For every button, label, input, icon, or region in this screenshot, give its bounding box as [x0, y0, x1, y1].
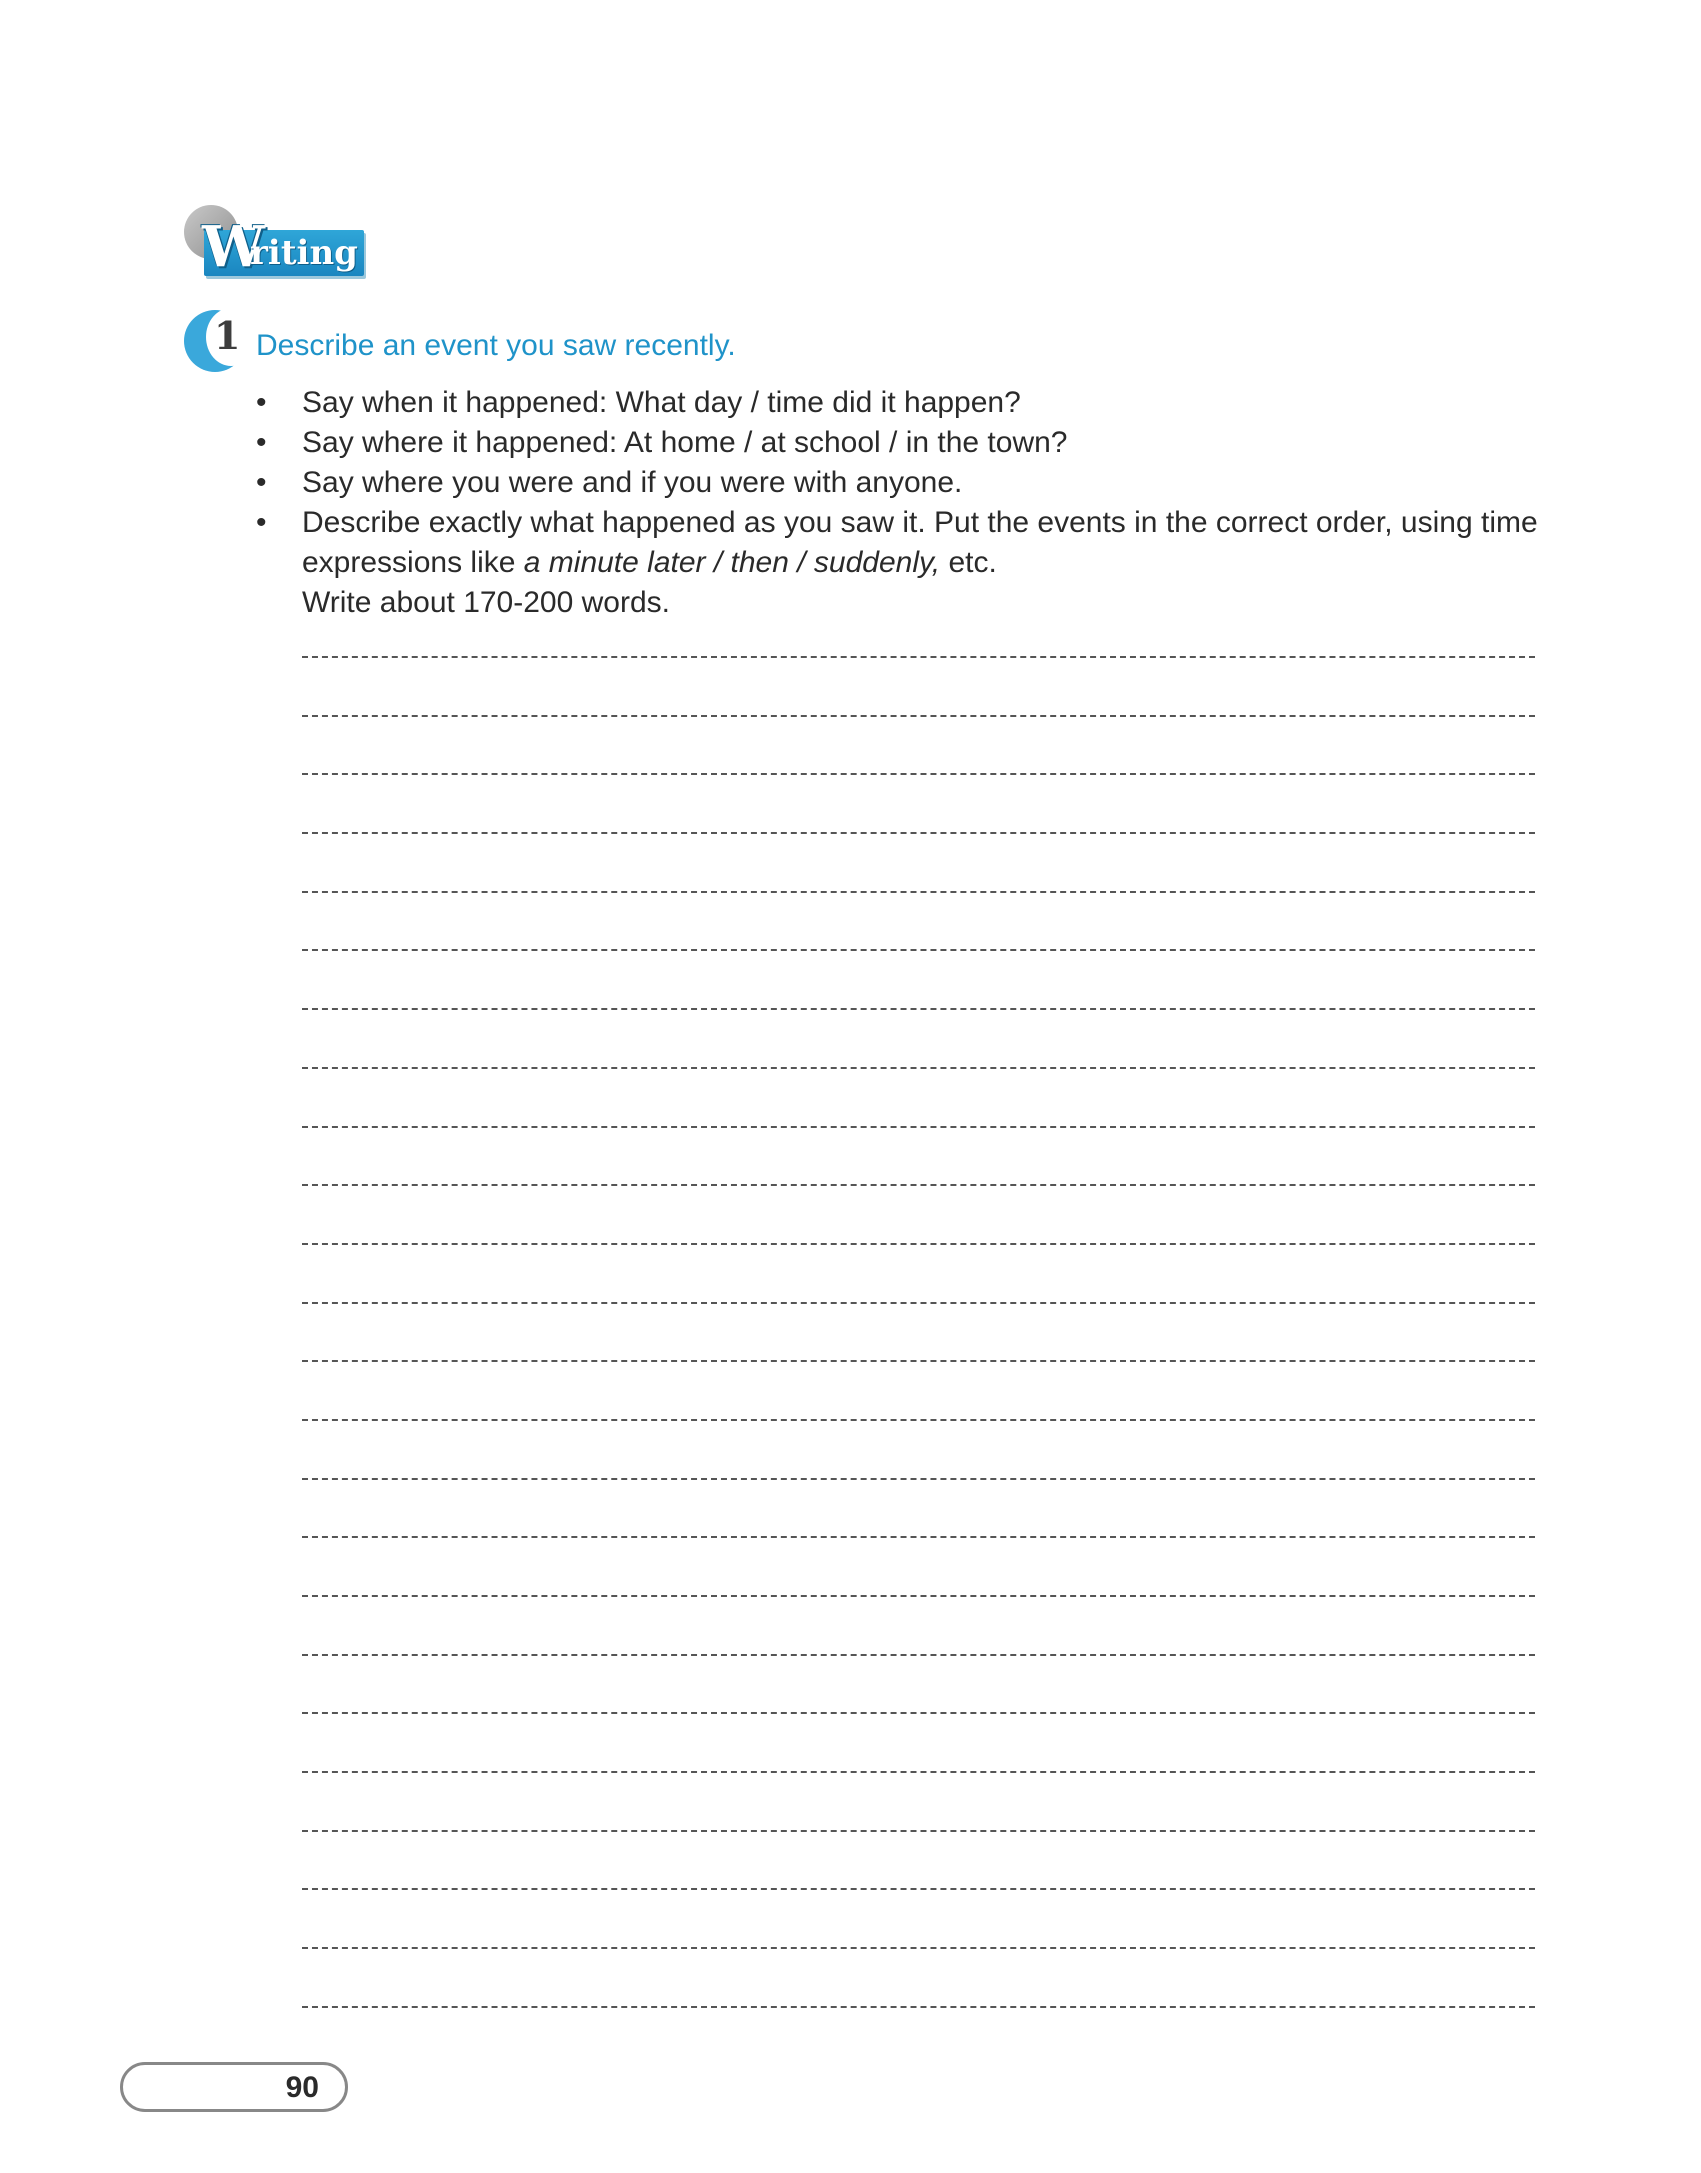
- writing-line[interactable]: [302, 1067, 1535, 1069]
- instruction-item: [250, 383, 1550, 423]
- bullet-icon: •: [256, 506, 267, 539]
- instruction-item: [250, 463, 1550, 503]
- writing-line[interactable]: [302, 2006, 1535, 2008]
- instruction-list: [250, 383, 1550, 583]
- instruction-text-end: etc.: [940, 546, 997, 579]
- writing-line[interactable]: [302, 1654, 1535, 1656]
- writing-line[interactable]: [302, 1478, 1535, 1480]
- writing-line[interactable]: [302, 1184, 1535, 1186]
- writing-area[interactable]: [302, 656, 1535, 2065]
- instruction-text: Say where you were and if you were with anyone.: [302, 466, 963, 499]
- writing-line[interactable]: [302, 1243, 1535, 1245]
- writing-line[interactable]: [302, 1360, 1535, 1362]
- instruction-italic-examples: a minute later / then / suddenly,: [523, 546, 941, 579]
- writing-line[interactable]: [302, 1947, 1535, 1949]
- instruction-item: [250, 423, 1550, 463]
- writing-line[interactable]: [302, 1008, 1535, 1010]
- writing-line[interactable]: [302, 1712, 1535, 1714]
- writing-line[interactable]: [302, 1536, 1535, 1538]
- writing-line[interactable]: [302, 656, 1535, 658]
- writing-line[interactable]: [302, 832, 1535, 834]
- writing-line[interactable]: [302, 949, 1535, 951]
- writing-line[interactable]: [302, 891, 1535, 893]
- task-title: Describe an event you saw recently.: [256, 329, 736, 362]
- writing-line[interactable]: [302, 1771, 1535, 1773]
- writing-line[interactable]: [302, 715, 1535, 717]
- writing-line[interactable]: [302, 1595, 1535, 1597]
- section-header-initial: W: [202, 214, 261, 280]
- instruction-text: Say where it happened: At home / at school / in the town?: [302, 426, 1068, 459]
- page-number-box: [120, 2062, 348, 2112]
- instruction-item: [250, 503, 1550, 583]
- bullet-icon: •: [256, 466, 267, 499]
- writing-line[interactable]: [302, 1126, 1535, 1128]
- bullet-icon: •: [256, 426, 267, 459]
- task-number: 1: [214, 313, 241, 358]
- word-count-instruction: Write about 170-200 words.: [302, 586, 670, 619]
- page-number: 90: [285, 2071, 319, 2104]
- writing-line[interactable]: [302, 1830, 1535, 1832]
- instruction-text: Describe exactly what happened as you saw it. Put the events in the correct order, using time expressions like: [302, 506, 1538, 579]
- section-header-title: riting: [250, 233, 358, 273]
- task-number-badge: [184, 310, 246, 372]
- writing-line[interactable]: [302, 1419, 1535, 1421]
- writing-line[interactable]: [302, 773, 1535, 775]
- section-header-writing: [184, 205, 364, 280]
- instruction-text: Say when it happened: What day / time did it happen?: [302, 386, 1021, 419]
- writing-line[interactable]: [302, 1302, 1535, 1304]
- writing-line[interactable]: [302, 1888, 1535, 1890]
- bullet-icon: •: [256, 386, 267, 419]
